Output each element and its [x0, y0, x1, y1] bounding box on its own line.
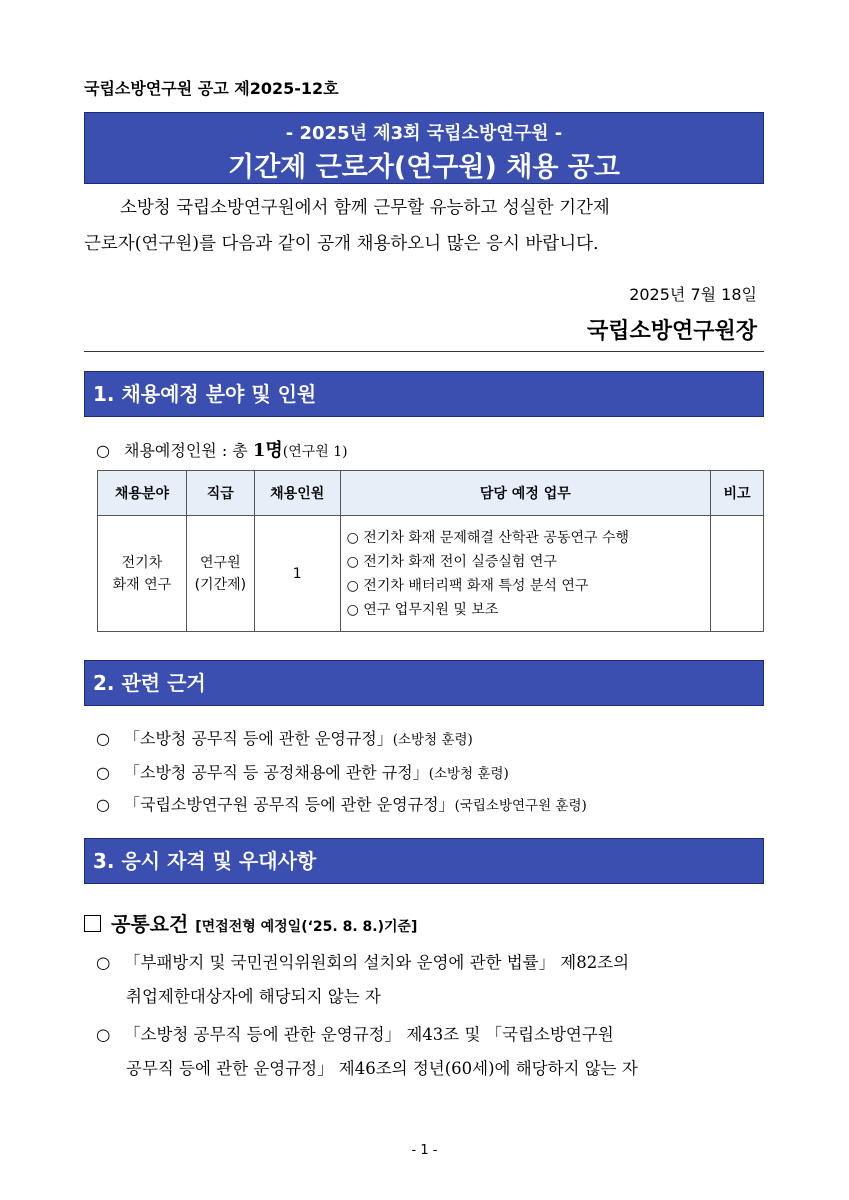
rank-line-1: 연구원: [200, 554, 241, 571]
requirement-line-1: 「소방청 공무직 등에 관한 운영규정」 제43조 및 「국립소방연구원: [124, 1025, 614, 1044]
headcount-note: (연구원 1): [282, 444, 348, 460]
bullet-circle: ○: [96, 729, 110, 748]
duty-item: ○ 연구 업무지원 및 보조: [346, 601, 499, 618]
rank-cell: [186, 516, 254, 632]
square-bullet-icon: [84, 915, 101, 932]
column-header: 채용인원: [254, 471, 340, 516]
table-row: [98, 516, 764, 632]
page-number: - 1 -: [411, 1143, 438, 1158]
column-header: 채용분야: [98, 471, 187, 516]
table-header-row: [98, 471, 764, 516]
law-item: [96, 760, 509, 783]
requirement-line-2: 공무직 등에 관한 운영규정」 제46조의 정년(60세)에 해당하지 않는 자: [126, 1059, 638, 1078]
subheading-text: 공통요건: [111, 912, 189, 936]
bullet-circle: ○: [96, 795, 110, 814]
intro-line-2: 근로자(연구원)를 다음과 같이 공개 채용하오니 많은 응시 바랍니다.: [84, 234, 599, 254]
law-note: (국립소방연구원 훈령): [454, 798, 587, 814]
divider: [84, 351, 764, 352]
recruitment-table: [97, 470, 764, 632]
duty-item: ○ 전기차 화재 문제해결 산학관 공동연구 수행: [346, 529, 629, 546]
requirement-line-1: 「부패방지 및 국민권익위원회의 설치와 운영에 관한 법률」 제82조의: [124, 953, 630, 972]
section-2-header: 2. 관련 근거: [84, 660, 764, 706]
duties-cell: [340, 516, 710, 632]
bullet-circle: ○: [96, 953, 111, 972]
document-number: 국립소방연구원 공고 제2025-12호: [84, 79, 339, 98]
duty-item: ○ 전기차 배터리팩 화재 특성 분석 연구: [346, 577, 589, 594]
signer: 국립소방연구원장: [586, 318, 757, 344]
field-line-2: 화재 연구: [112, 576, 172, 593]
column-header: 비고: [711, 471, 764, 516]
subheading-note: [면접전형 예정일(‘25. 8. 8.)기준]: [195, 919, 418, 935]
law-text: 「소방청 공무직 등 공정채용에 관한 규정」: [124, 763, 429, 782]
headcount-label: 채용예정인원 : 총: [124, 441, 248, 460]
law-text: 「국립소방연구원 공무직 등에 관한 운영규정」: [124, 795, 455, 814]
common-requirements-heading: [84, 908, 417, 937]
headcount-line: [96, 436, 348, 462]
title-banner: [84, 112, 764, 184]
column-header: 담당 예정 업무: [340, 471, 710, 516]
law-note: (소방청 훈령): [392, 732, 473, 748]
rank-line-2: (기간제): [194, 576, 247, 593]
law-note: (소방청 훈령): [428, 766, 509, 782]
note-cell: [711, 516, 764, 632]
column-header: 직급: [186, 471, 254, 516]
law-item: [96, 792, 587, 815]
intro-line-1: 소방청 국립소방연구원에서 함께 근무할 유능하고 성실한 기간제: [120, 198, 610, 218]
bullet-circle: ○: [96, 763, 110, 782]
section-1-header: 1. 채용예정 분야 및 인원: [84, 371, 764, 417]
bullet-circle: ○: [96, 1025, 111, 1044]
field-cell: [98, 516, 187, 632]
announcement-date: 2025년 7월 18일: [629, 285, 757, 304]
field-line-1: 전기차: [121, 554, 163, 571]
requirement-line-2: 취업제한대상자에 해당되지 않는 자: [126, 987, 381, 1006]
title-main: 기간제 근로자(연구원) 채용 공고: [228, 152, 620, 183]
headcount-value: 1명: [252, 440, 283, 461]
title-subtitle: - 2025년 제3회 국립소방연구원 -: [285, 123, 563, 144]
bullet-circle: ○: [96, 441, 110, 460]
count-cell: 1: [254, 516, 340, 632]
requirement-item: [96, 1018, 770, 1086]
law-text: 「소방청 공무직 등에 관한 운영규정」: [124, 729, 393, 748]
law-item: [96, 726, 473, 749]
requirement-item: [96, 946, 770, 1014]
duty-item: ○ 전기차 화재 전이 실증실험 연구: [346, 553, 557, 570]
section-3-header: 3. 응시 자격 및 우대사항: [84, 838, 764, 884]
